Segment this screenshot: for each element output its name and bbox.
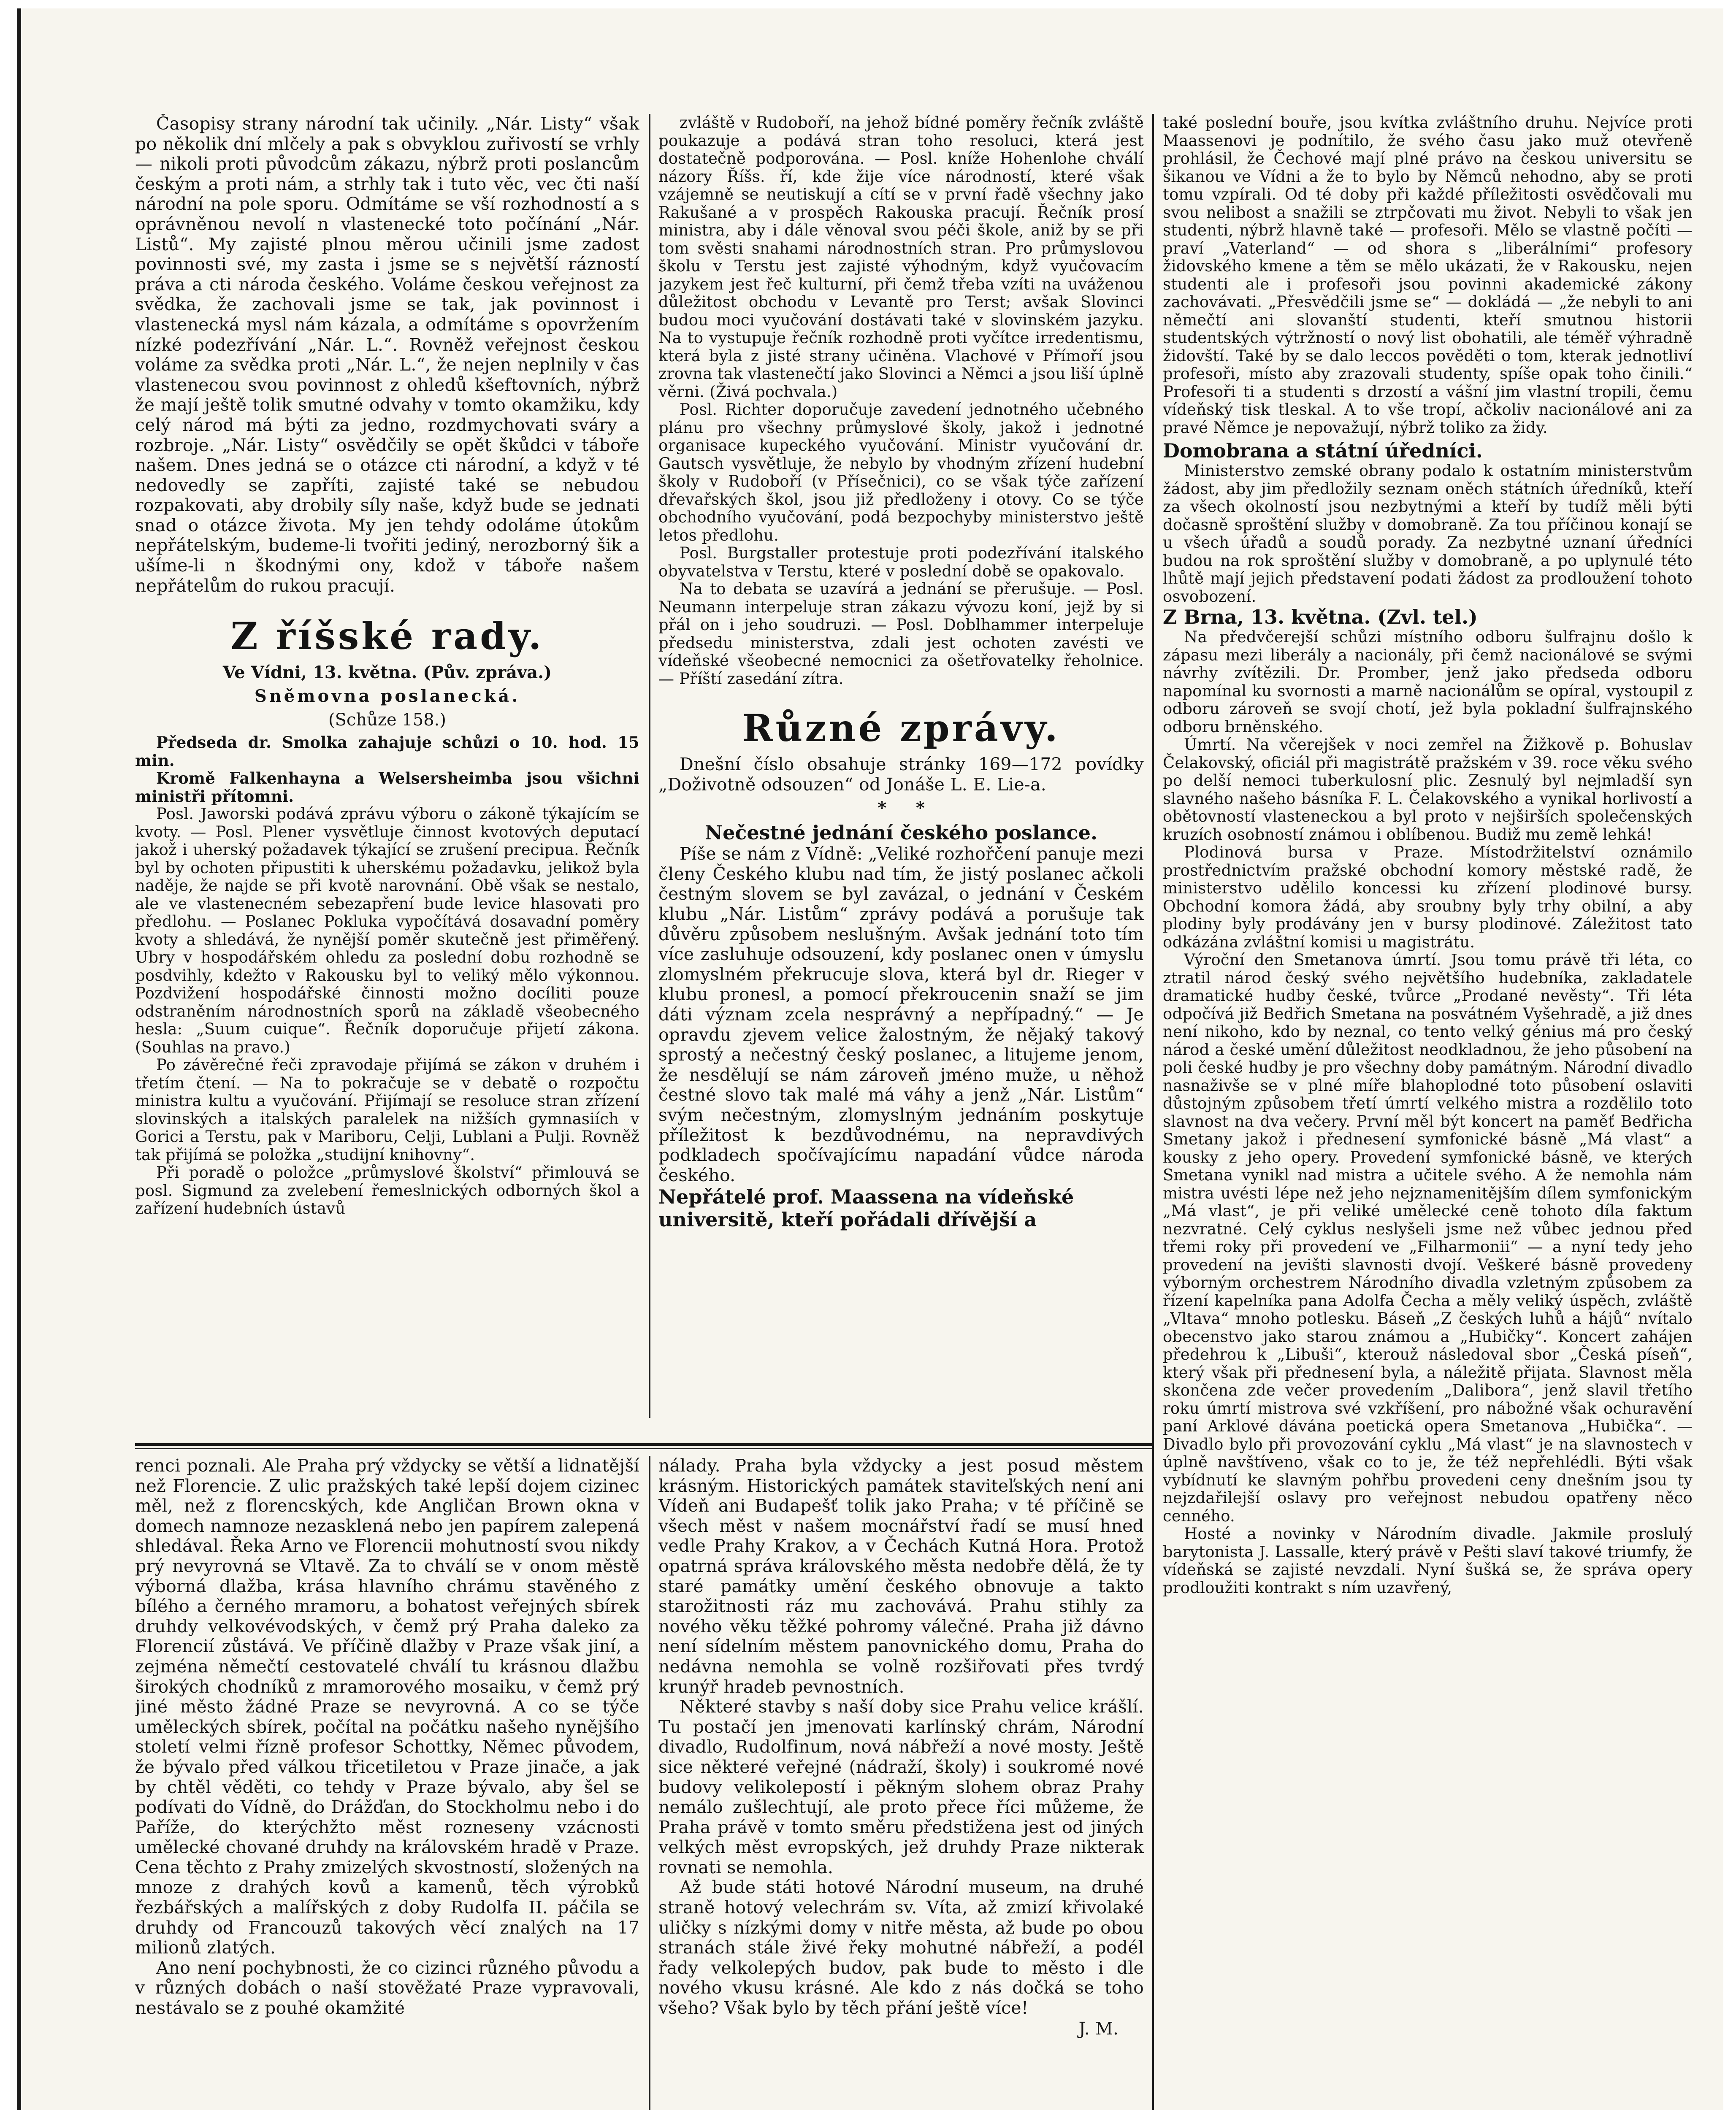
article-paragraph: Při poradě o položce „průmyslové školství“ přimlouvá se posl. Sigmund za zvelebení řemeslnických odborných škol a zařízení hudebních ústavů: [135, 1163, 639, 1218]
article-paragraph: Na předvčerejší schůzi místního odboru šulfrajnu došlo k zápasu mezi liberály a nacionály, při čemž nacionálové se svými návrhy zvítězili. Dr. Promber, jenž jako předseda odboru napomínal ku svornosti a marně nacionálům se opíral, vystoupil z odboru zároveň se svojí chotí, jež byla pokladní šulfrajnského odboru brněnského.: [1163, 628, 1693, 736]
dateline: Ve Vídni, 13. května. (Pův. zpráva.): [222, 663, 552, 683]
article-paragraph: Po závěrečné řeči zpravodaje přijímá se zákon v druhém i třetím čtení. — Na to pokračuje se v debatě o rozpočtu ministra kultu a vyučování. Přijímají se resoluce stran zřízení slovinských a italských paralelek na nižších gymnasiích v Gorici a Terstu, pak v Mariboru, Celji, Lublani a Pulji. Rovněž tak přijímá se položka „studijní knihovny“.: [135, 1056, 639, 1164]
feuilleton-rule: [135, 1443, 1152, 1446]
feuilleton-paragraph: Některé stavby s naší doby sice Prahu velice krášlí. Tu postačí jen jmenovati karlínský chrám, Národní divadlo, Rudolfinum, nová nábřeží a nové mosty. Ještě sice některé veřejné (nádraží, školy) i soukromé nové budovy velikolepostí i pěkným slohem obraz Prahy nemálo zušlechtují, ale proto přece říci můžeme, že Praha právě v tomto směru předstižena jest od jiných velkých měst evropských, jež druhdy Praze nikterak rovnati se nemohla.: [658, 1696, 1144, 1877]
feuilleton-paragraph: renci poznali. Ale Praha prý vždycky se větší a lidnatější než Florencie. Z ulic pražských také lepší dojem cizinec měl, než z florencských, kde Angličan Brown okna v domech namnoze nezasklená nebo jen papírem zalepená shledával. Řeka Arno ve Florencii mohutností svou nikdy prý nevyrovná se Vltavě. Za to chválí se v onom městě výborná dlažba, krása hlavního chrámu stavěného z bílého a černého mramoru, a bohatost veřejných sbírek druhdy velkovévodských, v čemž prý Praha daleko za Florencií zůstává. Ve příčině dlažby v Praze však jiní, a zejména němečtí cestovatelé chválí tu krásnou dlažbu širokých chodníků z mramorového mosaiku, v čemž prý jiné město žádné Praze se nevyrovná. A co se týče uměleckých sbírek, počítal na počátku našeho nynějšího století velmi řízně profesor Schottky, Němec původem, že bývalo před válkou třicetiletou v Praze jinače, a jak by chtěl věděti, co tehdy v Praze bývalo, aby šel se podívati do Vídně, do Drážďan, do Stockholmu nebo i do Paříže, do kterýchžto měst rozneseny vzácnosti umělecké chované druhdy na královském hradě v Praze. Cena těchto z Prahy zmizelých skvostností, složených na mnoze z drahých kovů a kamenů, těch výrobků řezbářských a malířských z doby Rudolfa II. páčila se druhdy od Francouzů takových věcí znalých na 17 milionů zlatých.: [135, 1456, 639, 1958]
article-paragraph: Dnešní číslo obsahuje stránky 169—172 povídky „Doživotně odsouzen“ od Jonáše L. E. Lie-a.: [658, 754, 1144, 795]
article-paragraph: Předseda dr. Smolka zahajuje schůzi o 10. hod. 15 min.: [135, 733, 639, 770]
column-divider: [1152, 114, 1154, 2110]
article-paragraph: Ministerstvo zemské obrany podalo k ostatním ministerstvům žádost, aby jim předložily seznam oněch státních úředníků, kteří za všech okolností jsou nezbytnými a kteří by tudíž měli býti dočasně sproštění služby v domobraně. Za tou příčinou konají se u všech úřadů a soudů porady. Za nezbytné uznaní úředníci budou na rok sproštění služby v domobraně, a po uplynulé této lhůtě mají jejich představení podati žádost za prodloužení tohoto osvobození.: [1163, 462, 1693, 606]
feuilleton-paragraph: Ano není pochybnosti, že co cizinci různého původu a v různých dobách o naší stověžaté Praze vypravovali, nestávalo se z pouhé okamžité: [135, 1957, 639, 2018]
session-number: (Schůze 158.): [328, 710, 447, 730]
article-title: Domobrana a státní úředníci.: [1163, 439, 1483, 462]
article-paragraph: Plodinová bursa v Praze. Místodržitelství oznámilo prostřednictvím pražské obchodní komory městské radě, že ministerstvo udělilo koncessi ku zřízení plodinové bursy. Obchodní komora žádá, aby sroubny byly trhy obilní, a aby plodiny byly prodávány jen v bursy plodinové. Záležitost tato odkázána zvláštní komisi u magistrátu.: [1163, 843, 1693, 951]
feuilleton-paragraph: nálady. Praha byla vždycky a jest posud městem krásným. Historických památek staviteľských není ani Vídeň ani Budapešť tolik jako Praha; v té příčině se všech měst v našem mocnářství řadí se musí hned vedle Prahy Krakov, a v Čechách Kutná Hora. Protož opatrná správa královského města nedobře dělá, že ty staré památky umění českého obnovuje a takto starožitnosti ráz mu zachovává. Prahu stihly za nového věku těžké pohromy válečné. Praha již dávno není sídelním městem panovnického domu, Praha do nedávna nemohla se volně rozšiřovati přes tvrdý krunýř hradeb pevnostních.: [658, 1456, 1144, 1697]
article-paragraph: Posl. Burgstaller protestuje proti podezřívání italského obyvatelstva v Terstu, které v poslední době se opakovalo.: [658, 544, 1144, 580]
article-title: Nečestné jednání českého poslance.: [705, 821, 1097, 844]
feuilleton-rule-thin: [135, 1448, 1152, 1449]
section-heading: Různé zprávy.: [742, 706, 1060, 750]
article-paragraph: Kromě Falkenhayna a Welsersheimba jsou všichni ministři přítomni.: [135, 769, 639, 806]
article-paragraph: také poslední bouře, jsou kvítka zvláštního druhu. Nejvíce proti Maassenovi je podnítilo, že svého času jako muž otevřeně prohlásil, že Čechové mají plné právo na českou universitu se šikanou ve Vídni a že to bylo by Němců nehodno, aby se proti tomu vzpírali. Od té doby při každé příležitosti osvědčovali mu svou nelibost a snažili se ztrpčovati mu život. Nebyli to však jen studenti, nýbrž hlavně také — profesoři. Mělo se vlastně počíti — praví „Vaterland“ — od shora s „liberálními“ profesory židovského kmene a těm se mělo ukázati, že v Rakousku, nejen studenti ale i profesoři jsou povinni akademické zákony zachovávati. „Přesvědčili jsme se“ — dokládá — „že nebyli to ani němečtí ani slovanští studenti, kteří smutnou historii studentských výtržností o nový list obohatili, ale téměř výhradně židovští. Také by se dalo leccos pověděti o tom, kterak jednotliví profesoři, místo aby zrazovali studenty, spíše opak toho činili.“ Profesoři ti a studenti s drzostí a vášní jim vlastní tropili, čemu vídeňský tisk tleskal. A to vše tropí, ačkoliv nacionálové ani za pravé Němce je nepovažují, nýbrž toliko za židy.: [1163, 114, 1693, 437]
separator-asterisks: * *: [877, 798, 925, 818]
feuilleton-column-1: [135, 1456, 639, 2110]
article-paragraph: Úmrtí. Na včerejšek v noci zemřel na Žižkově p. Bohuslav Čelakovský, oficiál při magistrátě pražském v 39. roce věku svého po delší nemoci tuberkulosní plic. Zesnulý byl nejmladší syn slavného našeho básníka F. L. Čelakovského a vynikal horlivostí a obětovností vlasteneckou a byl proto v nejširších společenských kruzích osobností známou i oblíbenou. Budiž mu země lehká!: [1163, 736, 1693, 844]
article-paragraph: Časopisy strany národní tak učinily. „Nár. Listy“ však po několik dní mlčely a pak s obvyklou zuřivostí se vrhly — nikoli proti původcům zákazu, nýbrž proti poslancům českým a proti nám, a strhly tak i tuto věc, vec čti naší národní na pole sporu. Odmítáme se vší rozhodností a s oprávněnou nevolí n vlastenecké toto počínání „Nár. Listů“. My zajisté plnou měrou učinili jsme zadost povinnosti své, my zasta i jsme se s největší rázností práva a cti národa českého. Voláme českou veřejnost za svědka, že zachovali jsme se tak, jak povinnost i vlastenecká mysl nám kázala, a odmítáme s opovržením nízké podezřívání „Nár. L.“. Rovněž veřejnost českou voláme za svědka proti „Nár. L.“, že nejen neplnily v čas vlastenecou svou povinnost z ohledů kšeftovních, nýbrž že mají ještě tolik smutné odvahy v tomto okamžiku, kdy celý národ má býti za jedno, rozdmychovati sváry a rozbroje. „Nár. Listy“ osvědčily se opět škůdci v táboře našem. Dnes jedná se o otázce cti národní, a když v té nedovedly se zapříti, zajisté také se nebudou rozpakovati, aby drobily síly naše, když bude se jednati snad o otázce života. My jen tehdy odoláme útokům nepřátelským, budeme-li tvořiti jediný, nerozborný šik a ušíme-li n škodnými ony, kdož v táboře našem nepřátelům do rukou pracují.: [135, 114, 639, 596]
article-paragraph: Hosté a novinky v Národním divadle. Jakmile proslulý barytonista J. Lassalle, který právě v Pešti slaví takové triumfy, že vídeňská se zajisté nevzdali. Nyní šušká se, že správa opery prodloužiti kontrakt s ním uzavřený,: [1163, 1525, 1693, 1597]
subheading: Sněmovna poslanecká.: [254, 686, 520, 706]
article-paragraph: Na to debata se uzavírá a jednání se přerušuje. — Posl. Neumann interpeluje stran zákazu vývozu koní, jejž by si přál on i jeho soudruzi. — Posl. Doblhammer interpeluje předsedu ministerstva, zdali jest ochoten zavésti ve vídeňské všeobecné nemocnici za ošetřovatelky řeholnice. — Příští zasedání zítra.: [658, 580, 1144, 688]
column-divider: [649, 114, 650, 1418]
column-divider: [649, 1456, 650, 2110]
section-heading: Z říšské rady.: [230, 614, 544, 658]
article-paragraph: Výroční den Smetanova úmrtí. Jsou tomu právě tři léta, co ztratil národ český svého největšího hudebníka, zakladatele dramatické hudby české, tvůrce „Prodané nevěsty“. Tři léta odpočívá již Bedřich Smetana na posvátném Vyšehradě, a již dnes není nikoho, kdo by neznal, co tento velký génius má pro český národ a české umění důležitost neodkladnou, že jeho působení na poli české hudby je pro všechny doby památným. Národní divadlo nasnaživše se v plné míře blahoplodné toto působení oslaviti důstojným způsobem třetí úmrtí velkého mistra a rozdělilo toto slavnost na dva večery. První měl být koncert na paměť Bedřicha Smetany jakož i přednesení symfonické básně „Má vlast“ a kousky z jeho opery. Provedení symfonické básně, ve kterých Smetana vynikl nad mistra a učitele svého. A že nemohla nám mistra uvésti lépe než jeho nejznamenitějším dílem symfonickým „Má vlast“, je při veliké umělecké ceně tohoto díla faktum nezvratné. Celý cyklus neslyšeli jsme než vůbec jednou před třemi roky při provedení ve „Filharmonii“ — a nyní tedy jeho provedení na jevišti slavnosti dvojí. Veškeré básně provedeny výborným orchestrem Národního divadla vzletným způsobem za řízení kapelníka pana Adolfa Čecha a měly veliký úspěch, zvláště „Vltava“ mnoho potlesku. Báseň „Z českých luhů a hájů“ nvítalo obecenstvo jako starou známou a „Hubičky“. Koncert zahájen předehrou k „Libuši“, kterouž následoval sbor „Česká píseň“, který však při přednesení byla, a náležitě přijata. Slavnost měla skončena zde večer provedením „Dalibora“, jenž slavil třetího roku úmrtí mistrova své vzkříšení, pro nábožné však ochuravění paní Arklové dávána poetická opera Smetanova „Hubička“. — Divadlo bylo při provozování cyklu „Má vlast“ je na slavnostech v úplně navštíveno, však co to je, že též nepřehlédli. Býti však vybídnutí ke slavným pohřbu provedeni ceny dnešním jsou ty nejzdařilejší oslavy pro veřejnost nebudou opatřeny něco cenného.: [1163, 951, 1693, 1525]
feuilleton-paragraph: Až bude státi hotové Národní museum, na druhé straně hotový velechrám sv. Víta, až zmizí křivolaké uličky s nízkými domy v nitře města, až bude po obou stranách stále živé řeky mohutné nábřeží, a podél řady velkolepých budov, pak bude to město i dle nového vkusu krásné. Ale kdo z nás dočká se toho všeho? Však bylo by těch přání ještě více!: [658, 1877, 1144, 2018]
column-1: [135, 114, 639, 1418]
article-paragraph: Píše se nám z Vídně: „Veliké rozhořčení panuje mezi členy Českého klubu nad tím, že jistý poslanec ačkoli čestným slovem se byl zavázal, o jednání v Českém klubu „Nár. Listům“ zprávy podává a porušuje tak důvěru způsobem neslušným. Avšak jednání toto tím více zasluhuje odsouzení, kdy poslanec onen v úmyslu zlomyslném překrucuje slova, která byl dr. Rieger v klubu pronesl, a pomocí překroucenin snaží se jim dáti význam zcela nesprávný a nepřípadný.“ — Je opravdu zjevem velice žalostným, že nějaký takový sprostý a nečestný český poslanec, a litujeme jenom, že nesdělují se nám zároveň jméno muže, u něhož čestné slovo tak malé má váhy a jenž „Nár. Listům“ svým nečestným, zlomyslným jednáním poskytuje příležitost k bezdůvodnému, na nepravdivých podkladech spočívajícímu napadání vůdce národa českého.: [658, 844, 1144, 1185]
feuilleton-column-2: [658, 1456, 1144, 2110]
article-title: Z Brna, 13. května. (Zvl. tel.): [1163, 606, 1478, 628]
article-title: Nepřátelé prof. Maassena na vídeňské universitě, kteří pořádali dřívější a: [658, 1185, 1074, 1231]
article-paragraph: Posl. Jaworski podává zprávu výboru o zákoně týkajícím se kvoty. — Posl. Plener vysvětluje činnost kvotových deputací jakož i uherský požadavek týkající se zrušení precipua. Řečník byl by ochoten připustiti k uherskému požadavku, jelikož byla naděje, že najde se při kvotě narovnání. Obě však se nestalo, ale ve vlastenecném sebezapření bude levice hlasovati pro předlohu. — Poslanec Pokluka vypočítává dosavadní poměry kvoty a shledává, že nynější poměr skutečně jest přiměřený. Ubry v hospodářském ohledu za poslední dobu rozhodně se posdvihly, kdežto v Rakousku byl to veliký mělo výkonnou. Pozdvižení hospodářské činnosti možno docíliti pouze odstraněním národnostních sporů na základě všeobecného hesla: „Suum cuique“. Řečník doporučuje přijetí zákona. (Souhlas na pravo.): [135, 805, 639, 1056]
article-paragraph: zvláště v Rudoboří, na jehož bídné poměry řečník zvláště poukazuje a podává stran toho resoluci, která jest dostatečně podporována. — Posl. kníže Hohenlohe chválí názory Říšs. ří, kde žije více národností, které však vzájemně se neutiskují a cítí se v první řadě všechny jako Rakušané a v prospěch Rakouska pracují. Řečník prosí ministra, aby i dále věnoval svou péči škole, aniž by se při tom svěsti snahami národnostních stran. Pro průmyslovou školu v Terstu jest zajisté výhodným, když vyučovacím jazykem jest řeč kulturní, při čemž třeba vzíti na uváženou důležitost obchodu v Levantě pro Terst; avšak Slovinci budou moci vyučování dostávati také v slovinském jazyku. Na to vystupuje řečník rozhodně proti vyčítce irredentismu, která byla z jisté strany učiněna. Vlachové v Přímoří jsou zrovna tak vlastenečtí jako Slovinci a Němci a jsou liší úplně věrni. (Živá pochvala.): [658, 114, 1144, 401]
author-signature: J. M.: [1078, 2018, 1119, 2039]
column-2: [658, 114, 1144, 1418]
article-paragraph: Posl. Richter doporučuje zavedení jednotného učebného plánu pro všechny průmyslové školy, jakož i jednotné organisace kupeckého vyučování. Ministr vyučování dr. Gautsch vysvětluje, že nebylo by vhodným zřízení hudební školy v Rudoboří (v Přísečnici), co se však týče zařízení dřevařských škol, jsou již předloženy i otovy. Co se týče obchodního vyučování, podá bezpochyby ministerstvo ještě letos předlohu.: [658, 400, 1144, 544]
column-3: [1163, 114, 1693, 2110]
newspaper-page: [17, 8, 1723, 2110]
